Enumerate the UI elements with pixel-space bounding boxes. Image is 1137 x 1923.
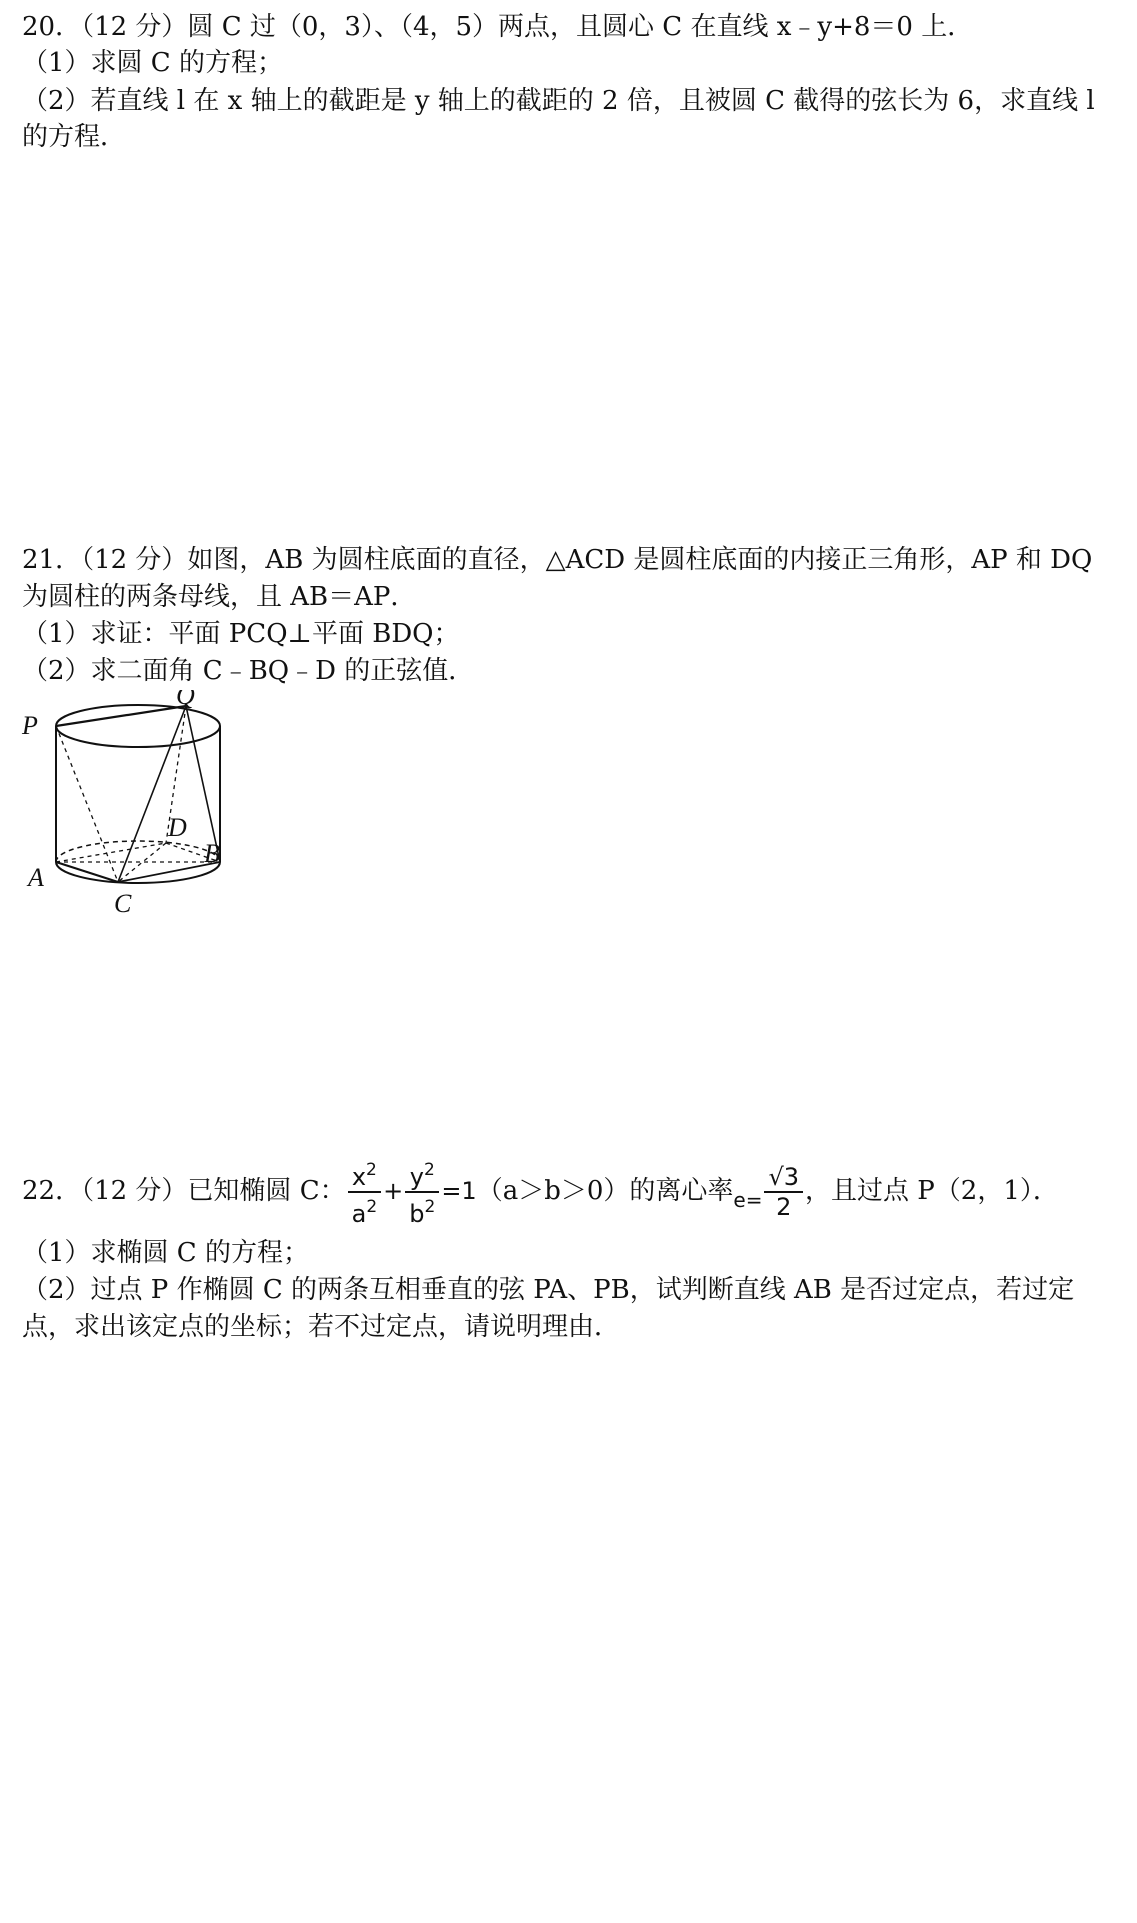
q21-stem: 21．（12 分）如图，AB 为圆柱底面的直径，△ACD 是圆柱底面的内接正三角形，AP 和 DQ [22, 545, 1093, 575]
q22-part1: （1）求椭圆 C 的方程； [22, 1238, 309, 1268]
label-Q: Q [176, 690, 195, 710]
frac2-denominator: b [409, 1200, 425, 1228]
q21-part1: （1）求证：平面 PCQ⊥平面 BDQ； [22, 619, 460, 649]
label-P: P [22, 711, 38, 740]
label-A: A [28, 863, 44, 892]
cylinder-figure [18, 690, 238, 934]
frac2-den-exp: 2 [424, 1197, 436, 1217]
frac2-num-exp: 2 [423, 1160, 435, 1180]
ellipse-y-fraction [405, 1156, 439, 1228]
frac1-den-exp: 2 [366, 1197, 378, 1217]
q21-stem-cont: 为圆柱的两条母线，且 AB＝AP． [22, 582, 417, 612]
eccentricity-label: e= [733, 1188, 763, 1212]
q20-stem: 20．（12 分）圆 C 过（0，3）、（4，5）两点，且圆心 C 在直线 x﹣y+8＝0 上． [22, 12, 974, 42]
frac1-numerator: x [351, 1163, 367, 1191]
q22-part2-cont: 点，求出该定点的坐标；若不过定点，请说明理由． [22, 1312, 621, 1342]
q22-stem [22, 1156, 1059, 1226]
e-numerator: √3 [764, 1163, 803, 1193]
frac1-num-exp: 2 [366, 1160, 377, 1180]
label-C: C [114, 889, 132, 918]
q21-part2: （2）求二面角 C﹣BQ﹣D 的正弦值． [22, 656, 475, 686]
q22-part2: （2）过点 P 作椭圆 C 的两条互相垂直的弦 PA、PB，试判断直线 AB 是否过定点，若过定 [22, 1275, 1075, 1305]
q22-suffix: ，且过点 P（2，1）． [805, 1176, 1059, 1206]
frac1-denominator: a [351, 1200, 367, 1228]
label-D: D [168, 813, 187, 842]
q22-prefix: 22．（12 分）已知椭圆 C： [22, 1176, 346, 1206]
e-denominator: 2 [776, 1193, 792, 1221]
q22-middle: （a＞b＞0）的离心率 [476, 1176, 734, 1206]
frac2-numerator: y [409, 1163, 424, 1191]
q20-part2: （2）若直线 l 在 x 轴上的截距是 y 轴上的截距的 2 倍，且被圆 C 截得的弦长为 6，求直线 l [22, 86, 1095, 116]
ellipse-x-fraction [348, 1156, 382, 1228]
q20-part2-cont: 的方程． [22, 122, 127, 152]
eccentricity-fraction [764, 1163, 803, 1221]
label-B: B [204, 839, 220, 868]
equals-one: =1 [441, 1177, 477, 1205]
q20-part1: （1）求圆 C 的方程； [22, 48, 283, 78]
plus-sign: + [383, 1177, 404, 1205]
